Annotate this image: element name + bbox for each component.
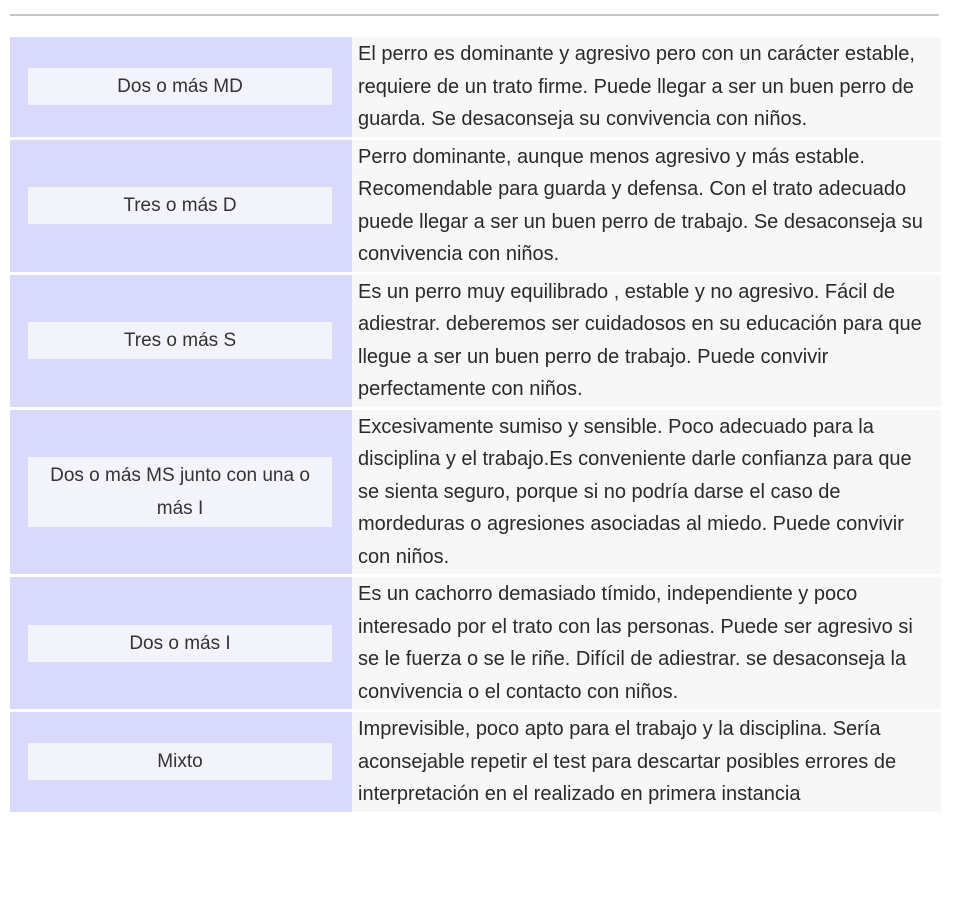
result-description: Es un perro muy equilibrado , estable y no agresivo. Fácil de adiestrar. deberemos ser cuidadosos en su educación para que llegue a ser un buen perro de trabajo. Puede convivir perfectamente con niños. (352, 275, 941, 407)
result-label-cell (10, 140, 352, 272)
table-row (10, 577, 941, 709)
result-label: Tres o más S (28, 322, 332, 359)
results-table (10, 34, 941, 815)
result-description: Excesivamente sumiso y sensible. Poco adecuado para la disciplina y el trabajo.Es conveniente darle confianza para que se sienta seguro, porque si no podría darse el caso de mordeduras o agresiones asociadas al miedo. Puede convivir con niños. (352, 410, 941, 575)
result-label: Mixto (28, 743, 332, 780)
result-label: Dos o más I (28, 625, 332, 662)
table-row (10, 275, 941, 407)
result-description: El perro es dominante y agresivo pero con un carácter estable, requiere de un trato firme. Puede llegar a ser un buen perro de guarda. Se desaconseja su convivencia con niños. (352, 37, 941, 137)
table-row (10, 37, 941, 137)
result-label-cell (10, 37, 352, 137)
table-row (10, 140, 941, 272)
result-label-cell (10, 275, 352, 407)
result-label-cell (10, 712, 352, 812)
result-description: Es un cachorro demasiado tímido, independiente y poco interesado por el trato con las personas. Puede ser agresivo si se le fuerza o se le riñe. Difícil de adiestrar. se desaconseja la convivencia o el contacto con niños. (352, 577, 941, 709)
result-label-cell (10, 410, 352, 575)
result-label: Dos o más MD (28, 68, 332, 105)
result-label-cell (10, 577, 352, 709)
result-description: Imprevisible, poco apto para el trabajo y la disciplina. Sería aconsejable repetir el test para descartar posibles errores de interpretación en el realizado en primera instancia (352, 712, 941, 812)
result-label: Dos o más MS junto con una o más I (28, 457, 332, 527)
top-divider (10, 14, 939, 16)
result-label: Tres o más D (28, 187, 332, 224)
table-row (10, 712, 941, 812)
result-description: Perro dominante, aunque menos agresivo y más estable. Recomendable para guarda y defensa. Con el trato adecuado puede llegar a ser un buen perro de trabajo. Se desaconseja su convivencia con niños. (352, 140, 941, 272)
table-row (10, 410, 941, 575)
